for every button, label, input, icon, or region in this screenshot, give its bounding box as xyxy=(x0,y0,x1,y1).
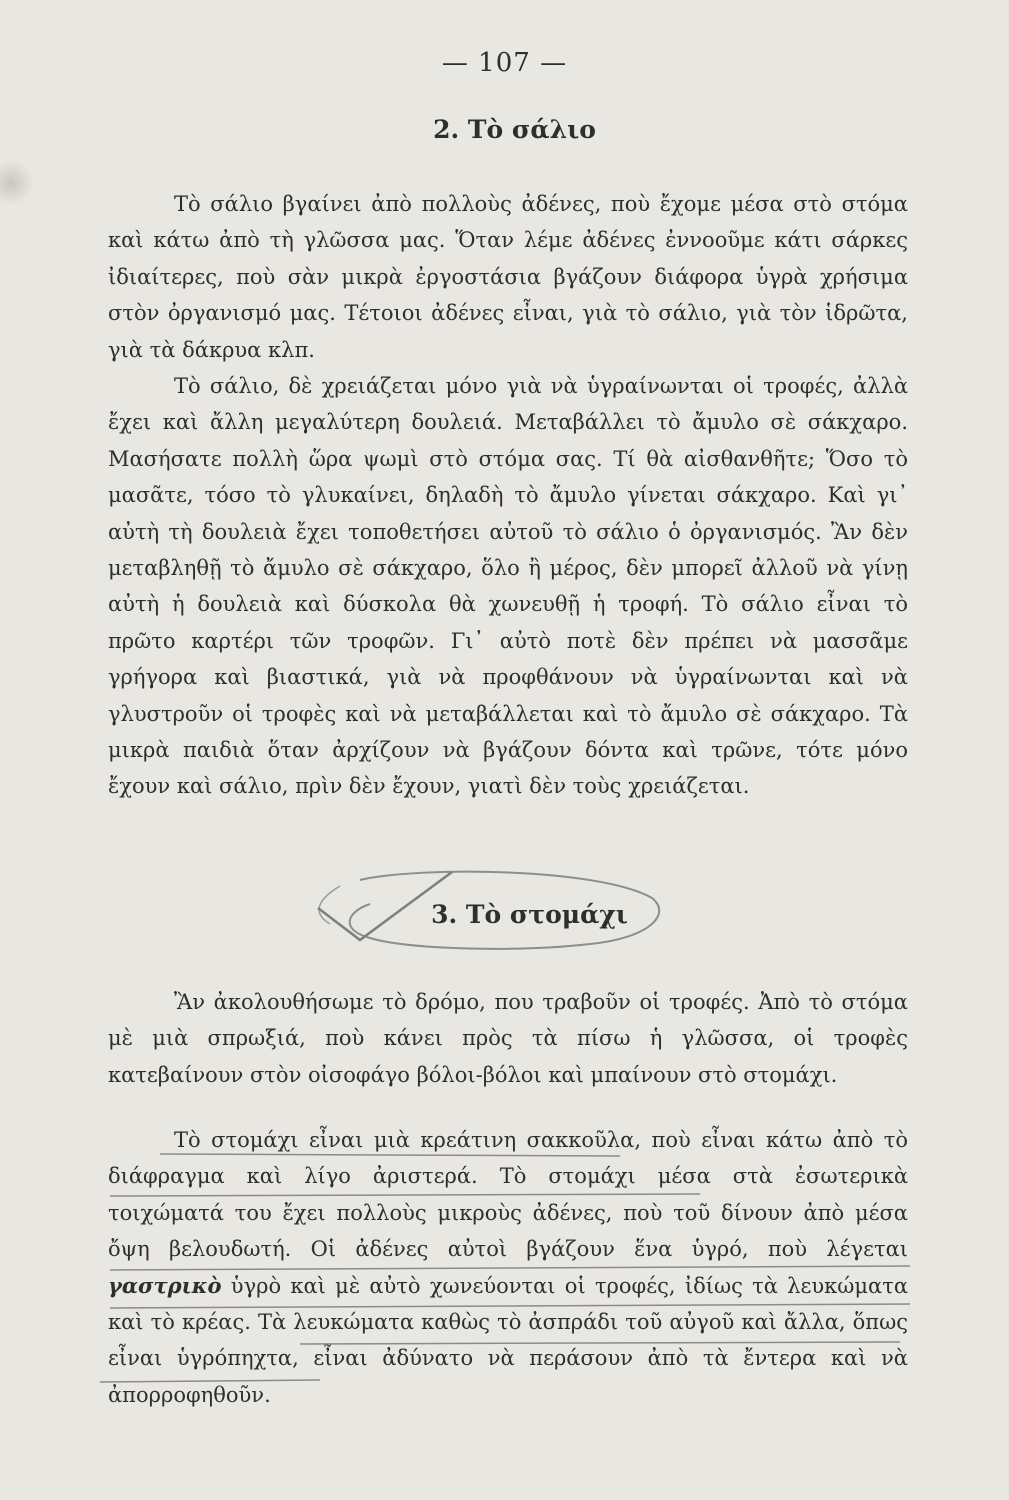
paragraph: Τὸ σάλιο βγαίνει ἀπὸ πολλοὺς ἀδένες, ποὺ ἔχομε μέσα στὸ στόμα καὶ κάτω ἀπὸ τὴ γλῶσσα μας. Ὅταν λέμε ἀδένες ἐννοοῦμε κάτι σάρκες ἰδιαίτερες, ποὺ σὰν μικρὰ ἐργοστάσια βγάζουν διάφορα ὑγρὰ χρήσιμα στὸν ὀργανισμό μας. Τέτοιοι ἀδένες εἶναι, γιὰ τὸ σάλιο, γιὰ τὸν ἱδρῶτα, γιὰ τὰ δάκρυα κλπ. xyxy=(108,192,908,362)
page-number: — 107 — xyxy=(441,48,568,78)
section-title-saliva: 2. Τὸ σάλιο xyxy=(433,115,596,144)
paragraph: Τὸ σάλιο, δὲ χρειάζεται μόνο γιὰ νὰ ὑγραίνωνται οἱ τροφές, ἀλλὰ ἔχει καὶ ἄλλη μεγαλύτερη δουλειά. Μεταβάλλει τὸ ἄμυλο σὲ σάκχαρο. Μασήσατε πολλὴ ὥρα ψωμὶ στὸ στόμα σας. Τί θὰ αἰσθανθῆτε; Ὅσο τὸ μασᾶτε, τόσο τὸ γλυκαίνει, δηλαδὴ τὸ ἄμυλο γίνεται σάκχαρο. Καὶ γι᾿ αὐτὴ τὴ δουλειὰ ἔχει τοποθετήσει αὐτοῦ τὸ σάλιο ὁ ὀργανισμός. Ἂν δὲν μεταβληθῇ τὸ ἄμυλο σὲ σάκχαρο, ὅλο ἢ μέρος, δὲν μπορεῖ ἀλλοῦ νὰ γίνῃ αὐτὴ ἡ δουλειὰ καὶ δύσκολα θὰ χωνευθῇ ἡ τροφή. Τὸ σάλιο εἶναι τὸ πρῶτο καρτέρι τῶν τροφῶν. Γι᾿ αὐτὸ ποτὲ δὲν πρέπει νὰ μασσᾶμε γρήγορα καὶ βιαστικά, γιὰ νὰ προφθάνουν νὰ ὑγραίνωνται καὶ νὰ γλυστροῦν οἱ τροφὲς καὶ νὰ μεταβάλλεται καὶ τὸ ἄμυλο σὲ σάκχαρο. Τὰ μικρὰ παιδιὰ ὅταν ἀρχίζουν νὰ βγάζουν δόντα καὶ τρῶνε, τότε μόνο ἔχουν καὶ σάλιο, πρὶν δὲν ἔχουν, γιατὶ δὲν τοὺς χρειάζεται. xyxy=(108,374,908,799)
paragraph-text: Τὸ στομάχι εἶναι μιὰ κρεάτινη σακκοῦλα, ποὺ εἶναι κάτω ἀπὸ τὸ διάφραγμα καὶ λίγο ἀριστερά. Τὸ στομάχι μέσα στὰ ἐσωτερικὰ τοιχώματά του ἔχει πολλοὺς μικροὺς ἀδένες, ποὺ τοῦ δίνουν ἀπὸ μέσα ὄψη βελουδωτή. Οἱ ἀδένες αὐτοὶ βγάζουν ἕνα ὑγρό, ποὺ λέγεται xyxy=(108,1128,908,1262)
paragraph-text: ὑγρὸ καὶ μὲ αὐτὸ χωνεύονται οἱ τροφές, ἰδίως τὰ λευκώματα καὶ τὸ κρέας. Τὰ λευκώματα καθὼς τὸ ἀσπράδι τοῦ αὐγοῦ καὶ ἄλλα, ὅπως εἶναι ὑγρόπηχτα, εἶναι ἀδύνατο νὰ περάσουν ἀπὸ τὰ ἔντερα καὶ νὰ ἀπορροφηθοῦν. xyxy=(108,1273,908,1407)
paragraph: Ἂν ἀκολουθήσωμε τὸ δρόμο, που τραβοῦν οἱ τροφές. Ἀπὸ τὸ στόμα μὲ μιὰ σπρωξιά, ποὺ κάνει πρὸς τὰ πίσω ἡ γλῶσσα, οἱ τροφὲς κατεβαίνουν στὸν οἰσοφάγο βόλοι-βόλοι καὶ μπαίνουν στὸ στομάχι. xyxy=(108,990,908,1087)
section-title-stomach: 3. Τὸ στομάχι xyxy=(431,900,628,929)
paragraph xyxy=(108,1122,908,1413)
term-gastric: γαστρικὸ xyxy=(108,1272,222,1298)
paper-stain xyxy=(0,160,34,206)
